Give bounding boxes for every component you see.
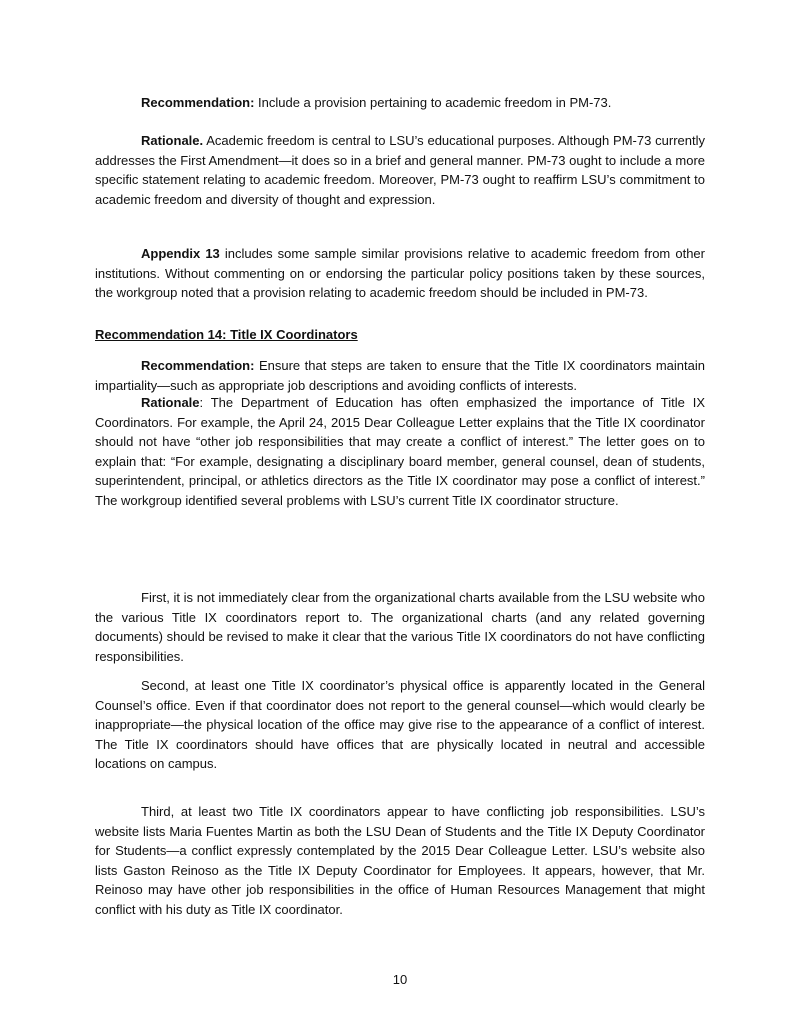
lead: Recommendation: xyxy=(141,358,255,373)
lead: Appendix 13 xyxy=(141,246,220,261)
paragraph-rationale-14 xyxy=(95,393,705,511)
body-text: Third, at least two Title IX coordinators appear to have conflicting job responsibilities. LSU’s website lists Maria Fuentes Martin as both the LSU Dean of Students and the Title IX Deputy Coordinator for Students—a conflict expressly contemplated by the 2015 Dear Colleague Letter. LSU’s website also lists Gaston Reinoso as the Title IX Deputy Coordinator for Employees. It appears, however, that Mr. Reinoso may have other job responsibilities in the office of Human Resources Management that might conflict with his duty as Title IX coordinator. xyxy=(95,804,705,917)
paragraph-recommendation-13 xyxy=(95,93,705,113)
body-text: Ensure that steps are taken to ensure that the Title IX coordinators maintain impartiality—such as appropriate job descriptions and avoiding conflicts of interests. xyxy=(95,358,705,393)
lead: Rationale xyxy=(141,395,200,410)
lead: Rationale. xyxy=(141,133,204,148)
lead: Recommendation: xyxy=(141,95,255,110)
body-text: includes some sample similar provisions relative to academic freedom from other institutions. Without commenting on or endorsing the particular policy positions taken by these sources, the workgroup noted that a provision relating to academic freedom should be included in PM-73. xyxy=(95,246,705,301)
paragraph-rationale-13 xyxy=(95,131,705,209)
paragraph-third xyxy=(95,802,705,920)
body-text: Second, at least one Title IX coordinator’s physical office is apparently located in the General Counsel’s office. Even if that coordinator does not report to the general counsel—which would clearly be inappropriate—the physical location of the office may give rise to the appearance of a conflict of interest. The Title IX coordinators should have offices that are physically located in neutral and accessible locations on campus. xyxy=(95,678,705,772)
page-number: 10 xyxy=(392,972,408,987)
body-text: : The Department of Education has often emphasized the importance of Title IX Coordinators. For example, the April 24, 2015 Dear Colleague Letter explains that the Title IX coordinator should not have “other job responsibilities that may create a conflict of interest.” The letter goes on to explain that: “For example, designating a disciplinary board member, general counsel, dean of students, superintendent, principal, or athletics directors as the Title IX coordinator may pose a conflict of interest.” The workgroup identified several problems with LSU’s current Title IX coordinator structure. xyxy=(95,395,705,508)
body-text: Academic freedom is central to LSU’s educational purposes. Although PM-73 currently addresses the First Amendment—it does so in a brief and general manner. PM-73 ought to include a more specific statement relating to academic freedom. Moreover, PM-73 ought to reaffirm LSU’s commitment to academic freedom and diversity of thought and expression. xyxy=(95,133,705,207)
paragraph-second xyxy=(95,676,705,774)
body-text: First, it is not immediately clear from the organizational charts available from the LSU website who the various Title IX coordinators report to. The organizational charts (and any related governing documents) should be revised to make it clear that the various Title IX coordinators do not have conflicting responsibilities. xyxy=(95,590,705,664)
body-text: Include a provision pertaining to academic freedom in PM-73. xyxy=(254,95,612,110)
paragraph-appendix-13 xyxy=(95,244,705,303)
paragraph-recommendation-14 xyxy=(95,356,705,395)
paragraph-first xyxy=(95,588,705,666)
section-heading: Recommendation 14: Title IX Coordinators xyxy=(95,327,358,342)
